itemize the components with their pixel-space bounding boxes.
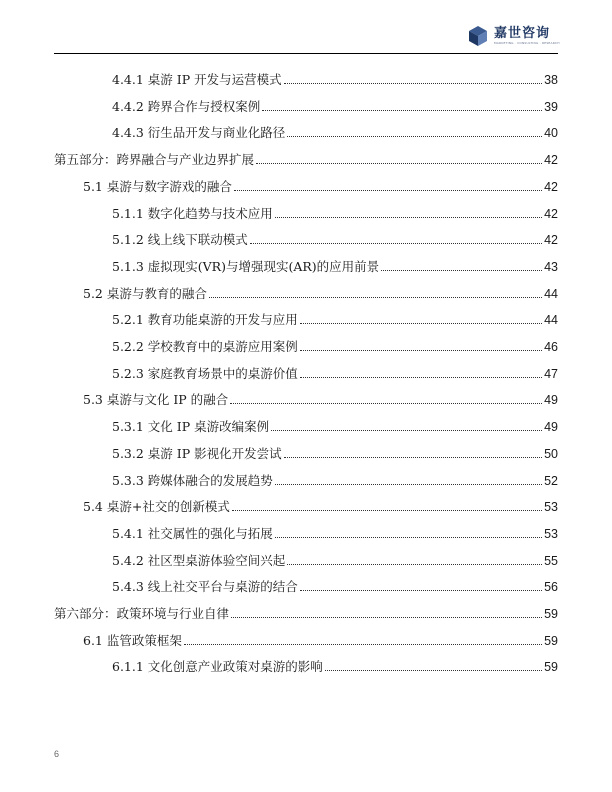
toc-entry-title: 5.4.3 线上社交平台与桌游的结合 bbox=[112, 579, 298, 595]
toc-entry-page: 39 bbox=[544, 99, 558, 114]
toc-entry-page: 53 bbox=[544, 500, 558, 515]
toc-entry-page: 42 bbox=[544, 206, 558, 221]
toc-dot-leader bbox=[230, 403, 542, 404]
toc-entry[interactable] bbox=[54, 600, 558, 622]
cube-logo-icon bbox=[466, 24, 490, 48]
toc-entry-title: 5.3 桌游与文化 IP 的融合 bbox=[83, 392, 229, 408]
toc-entry-title: 5.2 桌游与教育的融合 bbox=[83, 285, 207, 301]
toc-entry-page: 56 bbox=[544, 580, 558, 595]
toc-entry[interactable] bbox=[112, 440, 558, 462]
toc-entry-title: 5.3.1 文化 IP 桌游改编案例 bbox=[112, 419, 270, 435]
toc-entry[interactable] bbox=[83, 627, 558, 649]
toc-entry-title: 第六部分：政策环境与行业自律 bbox=[54, 606, 230, 621]
toc-dot-leader bbox=[271, 430, 542, 431]
toc-entry[interactable] bbox=[112, 520, 558, 542]
toc-dot-leader bbox=[209, 297, 542, 298]
toc-entry-page: 42 bbox=[544, 179, 558, 194]
company-logo bbox=[466, 24, 560, 48]
toc-entry[interactable] bbox=[112, 200, 558, 222]
toc-entry-page: 59 bbox=[544, 660, 558, 675]
toc-dot-leader bbox=[325, 670, 542, 671]
toc-entry-title: 5.2.1 教育功能桌游的开发与应用 bbox=[112, 312, 298, 328]
toc-dot-leader bbox=[275, 217, 542, 218]
toc-entry-page: 46 bbox=[544, 340, 558, 354]
toc-dot-leader bbox=[284, 457, 543, 458]
toc-entry[interactable] bbox=[83, 386, 558, 408]
toc-dot-leader bbox=[300, 377, 542, 378]
toc-dot-leader bbox=[287, 136, 542, 137]
toc-dot-leader bbox=[381, 270, 542, 271]
toc-entry[interactable] bbox=[112, 66, 558, 88]
toc-entry[interactable] bbox=[112, 653, 558, 675]
toc-entry-page: 53 bbox=[544, 526, 558, 541]
toc-entry-title: 5.2.3 家庭教育场景中的桌游价值 bbox=[112, 365, 298, 381]
toc-entry-page: 43 bbox=[544, 259, 558, 274]
toc-entry[interactable] bbox=[83, 173, 558, 195]
toc-entry-title: 5.1.3 虚拟现实(VR)与增强现实(AR)的应用前景 bbox=[112, 258, 380, 274]
toc-dot-leader bbox=[231, 617, 542, 618]
toc-entry[interactable] bbox=[83, 493, 558, 515]
toc-dot-leader bbox=[284, 83, 543, 84]
toc-entry-page: 44 bbox=[544, 313, 558, 328]
page-header bbox=[0, 0, 612, 56]
toc-entry[interactable] bbox=[112, 333, 558, 355]
toc-entry-page: 38 bbox=[544, 73, 558, 87]
toc-entry-page: 49 bbox=[544, 420, 558, 435]
toc-dot-leader bbox=[300, 323, 542, 324]
toc-entry[interactable] bbox=[112, 226, 558, 248]
toc-entry-title: 5.4.1 社交属性的强化与拓展 bbox=[112, 525, 273, 541]
toc-entry-page: 47 bbox=[544, 366, 558, 381]
toc-entry-page: 59 bbox=[544, 633, 558, 648]
toc-entry-title: 6.1 监管政策框架 bbox=[83, 632, 182, 648]
toc-entry-page: 59 bbox=[544, 607, 558, 621]
toc-dot-leader bbox=[184, 644, 542, 645]
toc-dot-leader bbox=[300, 350, 542, 351]
toc-entry[interactable] bbox=[112, 573, 558, 595]
toc-entry[interactable] bbox=[112, 547, 558, 569]
header-rule bbox=[54, 53, 558, 54]
toc-entry-title: 5.3.3 跨媒体融合的发展趋势 bbox=[112, 472, 273, 488]
toc-entry-title: 第五部分：跨界融合与产业边界扩展 bbox=[54, 152, 255, 168]
toc-entry-title: 5.4.2 社区型桌游体验空间兴起 bbox=[112, 552, 286, 568]
toc-dot-leader bbox=[234, 190, 542, 191]
toc-dot-leader bbox=[250, 243, 542, 244]
toc-entry-title: 5.4 桌游+社交的创新模式 bbox=[83, 499, 230, 515]
page-number: 6 bbox=[54, 749, 60, 759]
toc-entry-page: 55 bbox=[544, 553, 558, 568]
toc-entry-title: 4.4.2 跨界合作与授权案例 bbox=[112, 98, 261, 114]
toc-entry-title: 4.4.3 衍生品开发与商业化路径 bbox=[112, 125, 286, 141]
toc-entry-title: 5.3.2 桌游 IP 影视化开发尝试 bbox=[112, 445, 282, 461]
toc-entry[interactable] bbox=[112, 306, 558, 328]
toc-entry[interactable] bbox=[112, 413, 558, 435]
logo-text: 嘉世咨询 bbox=[494, 26, 551, 41]
toc-entry-page: 42 bbox=[544, 153, 558, 168]
toc-entry-title: 5.1.2 线上线下联动模式 bbox=[112, 232, 248, 248]
toc-entry[interactable] bbox=[112, 253, 558, 275]
toc-entry[interactable] bbox=[83, 280, 558, 302]
toc-entry-page: 52 bbox=[544, 473, 558, 488]
toc-entry-page: 44 bbox=[544, 286, 558, 301]
toc-entry-title: 4.4.1 桌游 IP 开发与运营模式 bbox=[112, 72, 282, 87]
toc-dot-leader bbox=[262, 110, 542, 111]
toc-entry-page: 40 bbox=[544, 126, 558, 141]
logo-subtext: MARKETING · CONSULTING · RESEARCH bbox=[494, 41, 560, 45]
toc-entry[interactable] bbox=[112, 467, 558, 489]
toc-entry-page: 50 bbox=[544, 446, 558, 461]
toc-entry[interactable] bbox=[54, 146, 558, 168]
toc-entry-title: 6.1.1 文化创意产业政策对桌游的影响 bbox=[112, 659, 323, 675]
toc-entry-page: 42 bbox=[544, 233, 558, 248]
toc-entry[interactable] bbox=[112, 360, 558, 382]
toc-dot-leader bbox=[300, 590, 542, 591]
toc-entry-title: 5.1.1 数字化趋势与技术应用 bbox=[112, 205, 273, 221]
toc-entry-title: 5.2.2 学校教育中的桌游应用案例 bbox=[112, 339, 298, 354]
toc-entry[interactable] bbox=[112, 93, 558, 115]
toc-dot-leader bbox=[275, 484, 542, 485]
toc-entry[interactable] bbox=[112, 119, 558, 141]
toc-dot-leader bbox=[256, 163, 542, 164]
toc-dot-leader bbox=[232, 510, 542, 511]
toc-dot-leader bbox=[287, 564, 542, 565]
toc-entry-page: 49 bbox=[544, 393, 558, 408]
toc-entry-title: 5.1 桌游与数字游戏的融合 bbox=[83, 178, 232, 194]
toc-dot-leader bbox=[275, 537, 542, 538]
